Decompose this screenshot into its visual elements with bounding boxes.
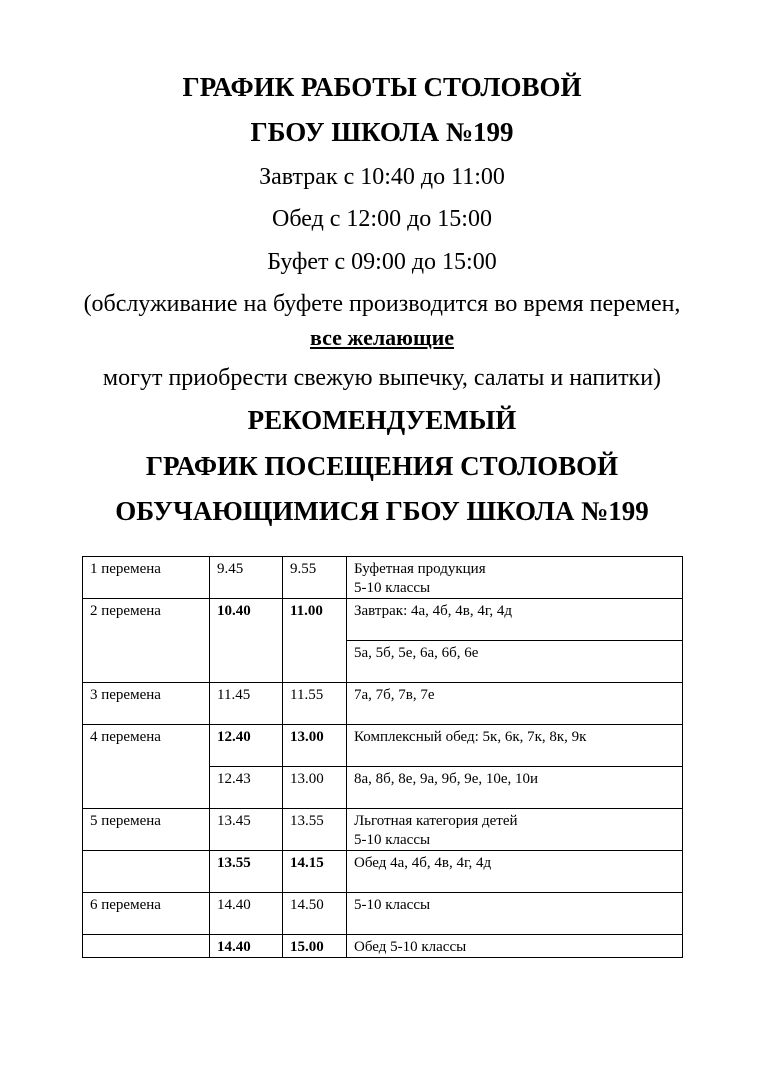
detail-cell bbox=[347, 767, 683, 809]
breakfast-hours: Завтрак с 10:40 до 11:00 bbox=[259, 164, 505, 190]
table-row bbox=[83, 641, 683, 683]
break-cell: 6 перемена bbox=[83, 893, 210, 935]
end-time-cell bbox=[283, 641, 347, 683]
page-title: ГРАФИК РАБОТЫ СТОЛОВОЙ bbox=[182, 72, 582, 102]
end-time-cell: 11.00 bbox=[283, 599, 347, 641]
detail-text: 8а, 8б, 8е, 9а, 9б, 9е, 10е, 10и bbox=[354, 771, 539, 787]
end-time-cell: 14.50 bbox=[283, 893, 347, 935]
start-time-cell: 11.45 bbox=[210, 683, 283, 725]
detail-text: 7а, 7б, 7в, 7е bbox=[354, 687, 435, 703]
lunch-hours: Обед с 12:00 до 15:00 bbox=[272, 206, 492, 232]
start-time-cell: 13.55 bbox=[210, 851, 283, 893]
buffet-note-line1: (обслуживание на буфете производится во время перемен, bbox=[83, 291, 681, 317]
end-time-cell: 15.00 bbox=[283, 935, 347, 958]
break-cell bbox=[83, 767, 210, 809]
break-cell: 2 перемена bbox=[83, 599, 210, 641]
detail-cell bbox=[347, 557, 683, 599]
detail-cell bbox=[347, 809, 683, 851]
start-time-cell bbox=[210, 641, 283, 683]
table-row bbox=[83, 893, 683, 935]
detail-text: Льготная категория детей bbox=[354, 813, 518, 829]
break-cell bbox=[83, 641, 210, 683]
table-row bbox=[83, 809, 683, 851]
break-cell: 4 перемена bbox=[83, 725, 210, 767]
schedule-table bbox=[82, 556, 683, 958]
detail-text: Обед 4а, 4б, 4в, 4г, 4д bbox=[354, 855, 492, 871]
buffet-note-line3: могут приобрести свежую выпечку, салаты и напитки) bbox=[102, 365, 662, 391]
table-row bbox=[83, 725, 683, 767]
detail-cell bbox=[347, 893, 683, 935]
start-time-cell: 10.40 bbox=[210, 599, 283, 641]
subheader-line1: РЕКОМЕНДУЕМЫЙ bbox=[247, 405, 517, 435]
end-time-cell: 13.00 bbox=[283, 725, 347, 767]
break-cell: 1 перемена bbox=[83, 557, 210, 599]
end-time-cell: 9.55 bbox=[283, 557, 347, 599]
table-row bbox=[83, 557, 683, 599]
table-row bbox=[83, 851, 683, 893]
start-time-cell: 9.45 bbox=[210, 557, 283, 599]
table-row bbox=[83, 767, 683, 809]
break-cell: 3 перемена bbox=[83, 683, 210, 725]
break-cell bbox=[83, 851, 210, 893]
detail-text: Завтрак: 4а, 4б, 4в, 4г, 4д bbox=[354, 603, 512, 619]
detail-cell bbox=[347, 683, 683, 725]
detail-text: 5-10 классы bbox=[354, 897, 431, 913]
detail-text: 5-10 классы bbox=[354, 832, 431, 848]
table-row bbox=[83, 683, 683, 725]
subheader-line3: ОБУЧАЮЩИМИСЯ ГБОУ ШКОЛА №199 bbox=[115, 496, 649, 526]
table-row bbox=[83, 935, 683, 958]
start-time-cell: 12.43 bbox=[210, 767, 283, 809]
start-time-cell: 12.40 bbox=[210, 725, 283, 767]
break-cell bbox=[83, 935, 210, 958]
detail-text: Буфетная продукция bbox=[354, 561, 486, 577]
detail-cell bbox=[347, 725, 683, 767]
start-time-cell: 13.45 bbox=[210, 809, 283, 851]
detail-cell bbox=[347, 641, 683, 683]
detail-cell bbox=[347, 851, 683, 893]
start-time-cell: 14.40 bbox=[210, 893, 283, 935]
detail-text: Обед 5-10 классы bbox=[354, 939, 467, 955]
end-time-cell: 13.55 bbox=[283, 809, 347, 851]
buffet-note-emphasis: все желающие bbox=[309, 325, 455, 350]
detail-cell bbox=[347, 935, 683, 958]
break-cell: 5 перемена bbox=[83, 809, 210, 851]
end-time-cell: 11.55 bbox=[283, 683, 347, 725]
end-time-cell: 13.00 bbox=[283, 767, 347, 809]
table-row bbox=[83, 599, 683, 641]
detail-text: Комплексный обед: 5к, 6к, 7к, 8к, 9к bbox=[354, 729, 587, 745]
end-time-cell: 14.15 bbox=[283, 851, 347, 893]
detail-text: 5-10 классы bbox=[354, 580, 431, 596]
subheader-line2: ГРАФИК ПОСЕЩЕНИЯ СТОЛОВОЙ bbox=[145, 451, 619, 481]
school-name: ГБОУ ШКОЛА №199 bbox=[250, 117, 514, 147]
start-time-cell: 14.40 bbox=[210, 935, 283, 958]
buffet-hours: Буфет с 09:00 до 15:00 bbox=[267, 249, 497, 275]
detail-cell bbox=[347, 599, 683, 641]
detail-text: 5а, 5б, 5е, 6а, 6б, 6е bbox=[354, 645, 479, 661]
